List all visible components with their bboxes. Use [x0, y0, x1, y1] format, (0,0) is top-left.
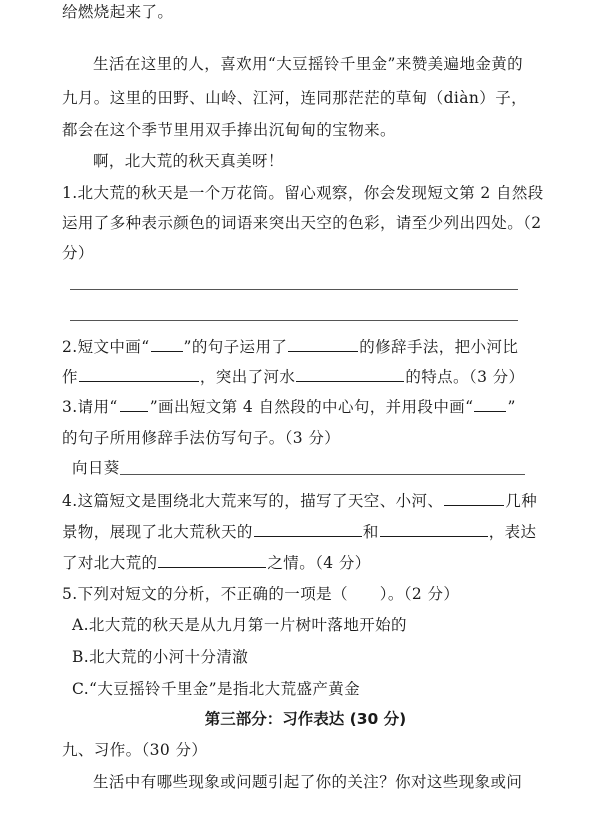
question-5-option-c[interactable]: C.“大豆摇铃千里金”是指北大荒盛产黄金	[72, 680, 361, 698]
q4-blank-emotion[interactable]	[158, 553, 266, 568]
answer-line-q1-a[interactable]	[70, 289, 518, 290]
essay-prompt: 生活中有哪些现象或问题引起了你的关注？你对这些现象或问	[93, 773, 523, 791]
answer-line-q1-b[interactable]	[70, 320, 518, 321]
q3-text-c: ”	[507, 398, 516, 416]
q3-mark-thick	[120, 399, 148, 412]
passage-line-3: 九月。这里的田野、山岭、江河，连同那茫茫的草甸（diàn）子，	[62, 89, 528, 107]
answer-line-q3[interactable]	[120, 474, 525, 475]
q2-text-d: 作	[62, 368, 78, 386]
q4-text-b: 几种	[505, 492, 538, 510]
question-5-option-a[interactable]: A.北大荒的秋天是从九月第一片树叶落地开始的	[72, 616, 407, 634]
q4-text-a: 4.这篇短文是围绕北大荒来写的，描写了天空、小河、	[62, 492, 444, 510]
question-3-line-2: 的句子所用修辞手法仿写句子。（3 分）	[62, 429, 341, 447]
question-3-line-3	[72, 458, 120, 478]
q4-blank-feature-1[interactable]	[254, 522, 362, 537]
q2-underline-sample	[151, 337, 183, 352]
question-5-stem: 5.下列对短文的分析，不正确的一项是（ ）。（2 分）	[62, 585, 460, 603]
q2-text-e: ，突出了河水	[199, 368, 296, 386]
q3-text-b: ”画出短文第 4 自然段的中心句，并用段中画“	[149, 398, 474, 416]
question-3-line-1	[62, 397, 516, 417]
q4-text-d: 和	[362, 523, 379, 541]
question-1-line-3: 分）	[62, 244, 94, 262]
q2-blank-rhetoric[interactable]	[288, 337, 358, 352]
question-4-line-2	[62, 522, 536, 542]
q4-text-e: ，表达	[488, 523, 537, 541]
question-4-line-3	[62, 553, 371, 573]
question-1-line-2: 运用了多种表示颜色的词语来突出天空的色彩，请至少列出四处。（2	[62, 214, 542, 232]
q4-blank-scenery[interactable]	[444, 491, 504, 506]
q3-mark-thin	[474, 397, 506, 412]
q4-text-f: 了对北大荒的	[62, 554, 158, 572]
essay-item-title: 九、习作。（30 分）	[62, 741, 208, 759]
q4-text-c: 景物，展现了北大荒秋天的	[62, 523, 253, 541]
section-3-title: 第三部分：习作表达 (30 分)	[204, 710, 407, 728]
passage-line-4: 都会在这个季节里用双手捧出沉甸甸的宝物来。	[62, 121, 396, 139]
q2-blank-feature[interactable]	[296, 367, 404, 382]
question-2-line-2	[62, 367, 524, 387]
passage-line-2: 生活在这里的人，喜欢用“大豆摇铃千里金”来赞美遍地金黄的	[93, 55, 524, 73]
question-1-line-1: 1.北大荒的秋天是一个万花筒。留心观察，你会发现短文第 2 自然段	[62, 184, 544, 202]
q2-text-a: 2.短文中画“	[62, 338, 150, 356]
q3-text-a: 3.请用“	[62, 398, 118, 416]
q2-blank-compare[interactable]	[79, 367, 199, 382]
question-5-option-b[interactable]: B.北大荒的小河十分清澈	[72, 648, 249, 666]
question-4-line-1	[62, 491, 537, 511]
q2-text-c: 的修辞手法，把小河比	[359, 338, 519, 356]
q3-sunflower-label: 向日葵	[72, 459, 120, 477]
q4-blank-feature-2[interactable]	[380, 522, 488, 537]
passage-line-5: 啊，北大荒的秋天真美呀！	[93, 152, 284, 170]
passage-line-1: 给燃烧起来了。	[62, 3, 174, 21]
q2-text-b: ”的句子运用了	[183, 338, 288, 356]
question-2-line-1	[62, 337, 518, 357]
q2-text-f: 的特点。（3 分）	[405, 368, 525, 386]
q4-text-g: 之情。（4 分）	[267, 554, 371, 572]
